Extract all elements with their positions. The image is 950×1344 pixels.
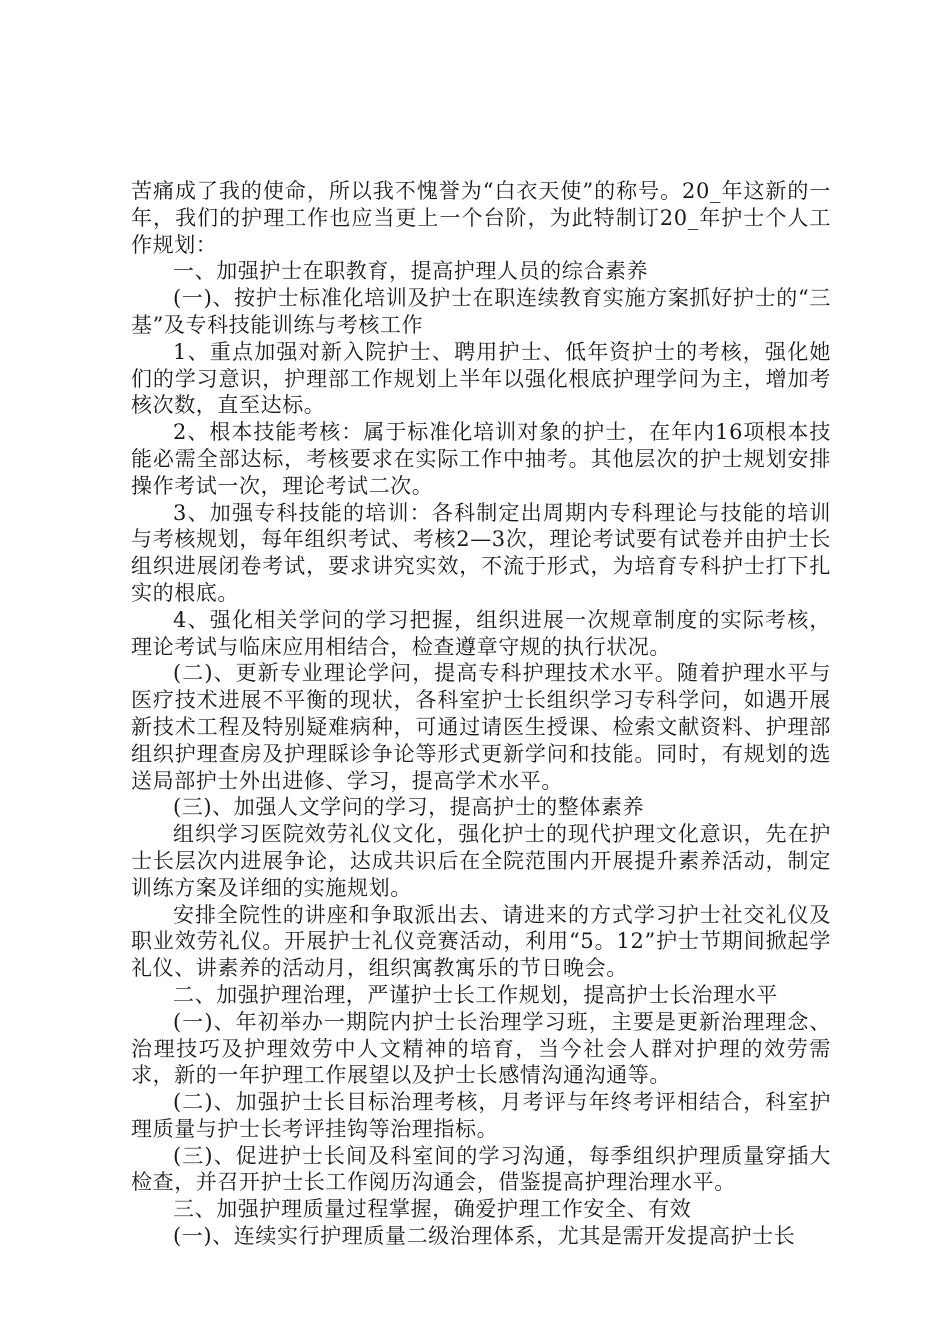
section-heading: 二、加强护理治理，严谨护士长工作规划，提高护士长治理水平 bbox=[173, 982, 778, 1007]
paragraph: 安排全院性的讲座和争取派出去、请进来的方式学习护士社交礼仪及职业效劳礼仪。开展护士礼仪竞赛活动，利用“5。12”护士节期间掀起学礼仪、讲素养的活动月，组织寓教寓乐的节日晚会。 bbox=[131, 902, 831, 981]
section-heading: 三、加强护理质量过程掌握，确爱护理工作安全、有效 bbox=[173, 1197, 692, 1222]
paragraph: 苦痛成了我的使命，所以我不愧誉为“白衣天使”的称号。20_年这新的一年，我们的护理工作也应当更上一个台阶，为此特制订20_年护士个人工作规划： bbox=[131, 179, 831, 257]
paragraph: 2、根本技能考核：属于标准化培训对象的护士，在年内16项根本技能必需全部达标，考核要求在实际工作中抽考。其他层次的护士规划安排操作考试一次，理论考试二次。 bbox=[131, 420, 831, 498]
subsection-paragraph: (一)、年初举办一期院内护士长治理学习班，主要是更新治理理念、治理技巧及护理效劳中人文精神的培育，当今社会人群对护理的效劳需求，新的一年护理工作展望以及护士长感情沟通沟通等。 bbox=[131, 1009, 831, 1088]
section-heading: 一、加强护士在职教育，提高护理人员的综合素养 bbox=[173, 259, 649, 284]
subsection-paragraph: (二)、更新专业理论学问，提高专科护理技术水平。随着护理水平与医疗技术进展不平衡的现状，各科室护士长组织学习专科学问，如遇开展新技术工程及特别疑难病种，可通过请医生授课、检索文献资料、护理部组织护理查房及护理睬诊争论等形式更新学问和技能。同时，有规划的选送局部护士外出进修、学习，提高学术水平。 bbox=[131, 661, 831, 793]
paragraph: 3、加强专科技能的培训：各科制定出周期内专科理论与技能的培训与考核规划，每年组织考试、考核2—3次，理论考试要有试卷并由护士长组织进展闭卷考试，要求讲究实效，不流于形式，为培育专科护士打下扎实的根底。 bbox=[131, 500, 831, 605]
paragraph: 1、重点加强对新入院护士、聘用护士、低年资护士的考核，强化她们的学习意识，护理部工作规划上半年以强化根底护理学问为主，增加考核次数，直至达标。 bbox=[131, 339, 831, 418]
subsection-paragraph: (一)、连续实行护理质量二级治理体系，尤其是需开发提高护士长 bbox=[173, 1224, 796, 1249]
subsection-paragraph: (三)、促进护士长间及科室间的学习沟通，每季组织护理质量穿插大检查，并召开护士长工作阅历沟通会，借鉴提高护理治理水平。 bbox=[131, 1143, 831, 1195]
paragraph: 4、强化相关学问的学习把握，组织进展一次规章制度的实际考核，理论考试与临床应用相结合，检查遵章守规的执行状况。 bbox=[131, 607, 831, 659]
subsection-heading: (三)、加强人文学问的学习，提高护士的整体素养 bbox=[173, 795, 645, 820]
paragraph: 组织学习医院效劳礼仪文化，强化护士的现代护理文化意识，先在护士长层次内进展争论，达成共识后在全院范围内开展提升素养活动，制定训练方案及详细的实施规划。 bbox=[131, 822, 831, 900]
document-body bbox=[131, 178, 831, 1250]
subsection-paragraph: (二)、加强护士长目标治理考核，月考评与年终考评相结合，科室护理质量与护士长考评挂钩等治理指标。 bbox=[131, 1090, 831, 1141]
subsection-heading: (一)、按护士标准化培训及护士在职连续教育实施方案抓好护士的“三基”及专科技能训练与考核工作 bbox=[131, 286, 831, 337]
